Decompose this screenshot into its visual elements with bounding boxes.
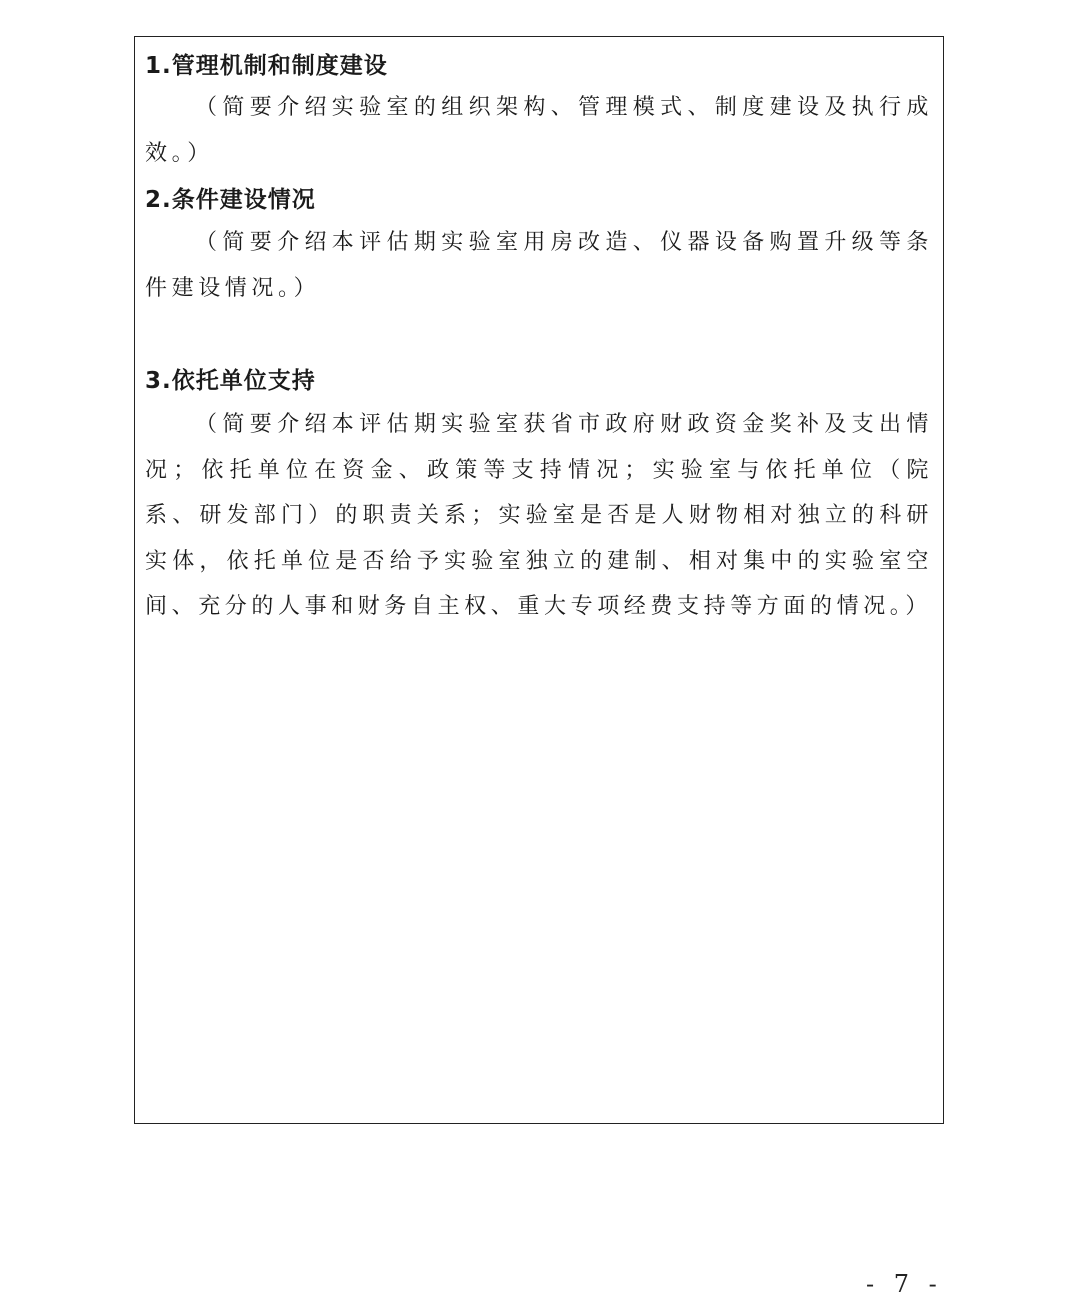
section-facility-construction <box>145 185 933 311</box>
section-description: （简要介绍实验室的组织架构、管理模式、制度建设及执行成效。） <box>145 95 933 166</box>
section-description: （简要介绍本评估期实验室用房改造、仪器设备购置升级等条件建设情况。） <box>145 230 933 301</box>
section-description: （简要介绍本评估期实验室获省市政府财政资金奖补及支出情况；依托单位在资金、政策等支持情况；实验室与依托单位（院系、研发部门）的职责关系；实验室是否是人财物相对独立的科研实体，依托单位是否给予实验室独立的建制、相对集中的实验室空间、充分的人事和财务自主权、重大专项经费支持等方面的情况。） <box>145 412 933 619</box>
page-number: - 7 - <box>866 1270 943 1298</box>
section-heading: 3.依托单位支持 <box>145 368 316 394</box>
form-table-box <box>134 36 944 1124</box>
section-heading: 2.条件建设情况 <box>145 187 316 213</box>
section-host-unit-support <box>145 366 933 630</box>
section-management-mechanism <box>145 51 933 176</box>
section-heading: 1.管理机制和制度建设 <box>145 53 388 79</box>
